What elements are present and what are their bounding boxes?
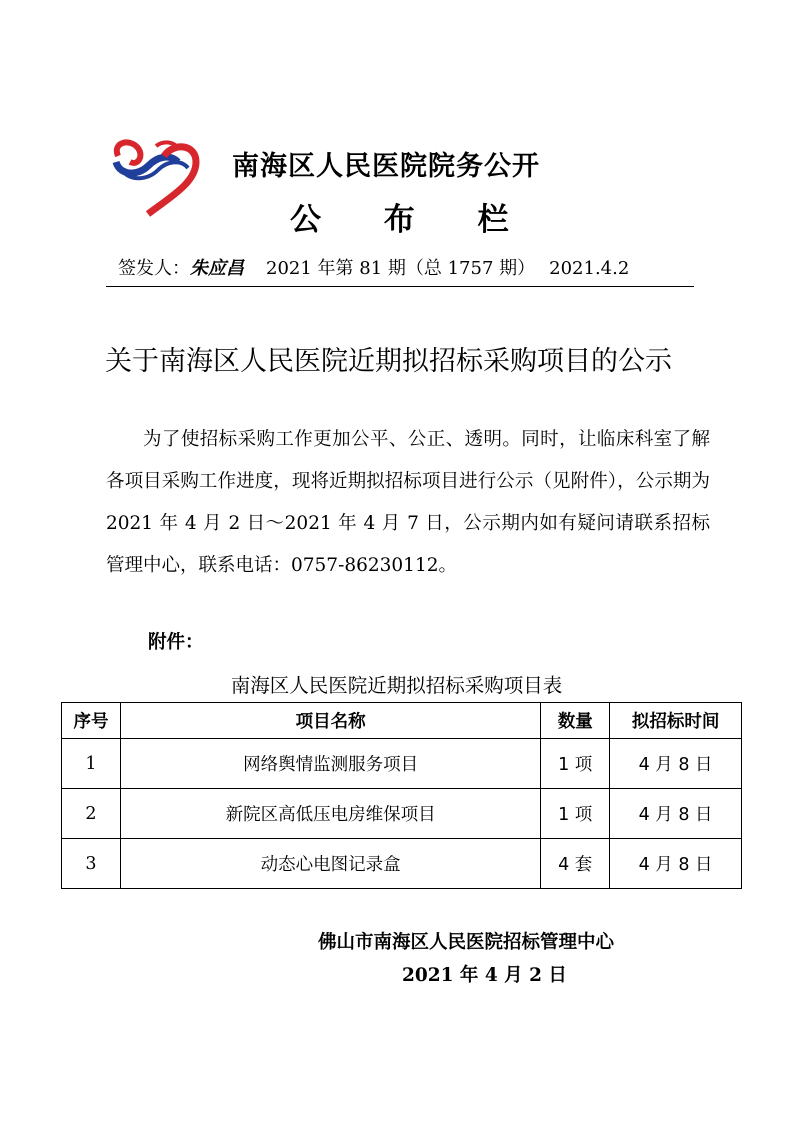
- cell-quantity: 4 套: [541, 839, 610, 889]
- signing-organization: 佛山市南海区人民医院招标管理中心: [318, 932, 615, 953]
- cell-index: 2: [62, 789, 121, 839]
- col-header-index: 序号: [62, 703, 121, 739]
- cell-quantity: 1 项: [541, 789, 610, 839]
- col-header-date: 拟招标时间: [610, 703, 742, 739]
- header-divider: [106, 286, 694, 287]
- attachment-label: 附件：: [148, 632, 204, 653]
- cell-index: 3: [62, 839, 121, 889]
- cell-project: 新院区高低压电房维保项目: [120, 789, 540, 839]
- col-header-quantity: 数量: [541, 703, 610, 739]
- issue-date: 2021.4.2: [549, 258, 630, 279]
- signing-date: 2021 年 4 月 2 日: [402, 965, 567, 986]
- table-row: [62, 839, 742, 889]
- issue-number: 2021 年第 81 期（总 1757 期）: [266, 258, 536, 279]
- cell-quantity: 1 项: [541, 739, 610, 789]
- cell-date: 4 月 8 日: [610, 839, 742, 889]
- body-paragraph: 为了使招标采购工作更加公平、公正、透明。同时，让临床科室了解各项目采购工作进度，现将近期拟招标项目进行公示（见附件），公示期为 2021 年 4 月 2 日～2021 年 4 月 7 日，公示期内如有疑问请联系招标管理中心，联系电话：0757-86230112。: [106, 429, 710, 576]
- bulletin-subtitle: 公 布 栏: [290, 202, 535, 238]
- cell-date: 4 月 8 日: [610, 789, 742, 839]
- hospital-logo: [108, 136, 200, 218]
- issuer-label: 签发人：: [118, 258, 190, 279]
- procurement-table: [61, 702, 742, 889]
- cell-project: 动态心电图记录盒: [120, 839, 540, 889]
- issuer-name: 朱应昌: [190, 258, 244, 279]
- table-row: [62, 739, 742, 789]
- table-header-row: [62, 703, 742, 739]
- document-title: 关于南海区人民医院近期拟招标采购项目的公示: [105, 346, 672, 377]
- table-title: 南海区人民医院近期拟招标采购项目表: [230, 674, 563, 697]
- bulletin-title: 南海区人民医院院务公开: [232, 151, 540, 182]
- cell-project: 网络舆情监测服务项目: [120, 739, 540, 789]
- issue-meta: [118, 254, 629, 280]
- table-row: [62, 789, 742, 839]
- cell-index: 1: [62, 739, 121, 789]
- cell-date: 4 月 8 日: [610, 739, 742, 789]
- col-header-project: 项目名称: [120, 703, 540, 739]
